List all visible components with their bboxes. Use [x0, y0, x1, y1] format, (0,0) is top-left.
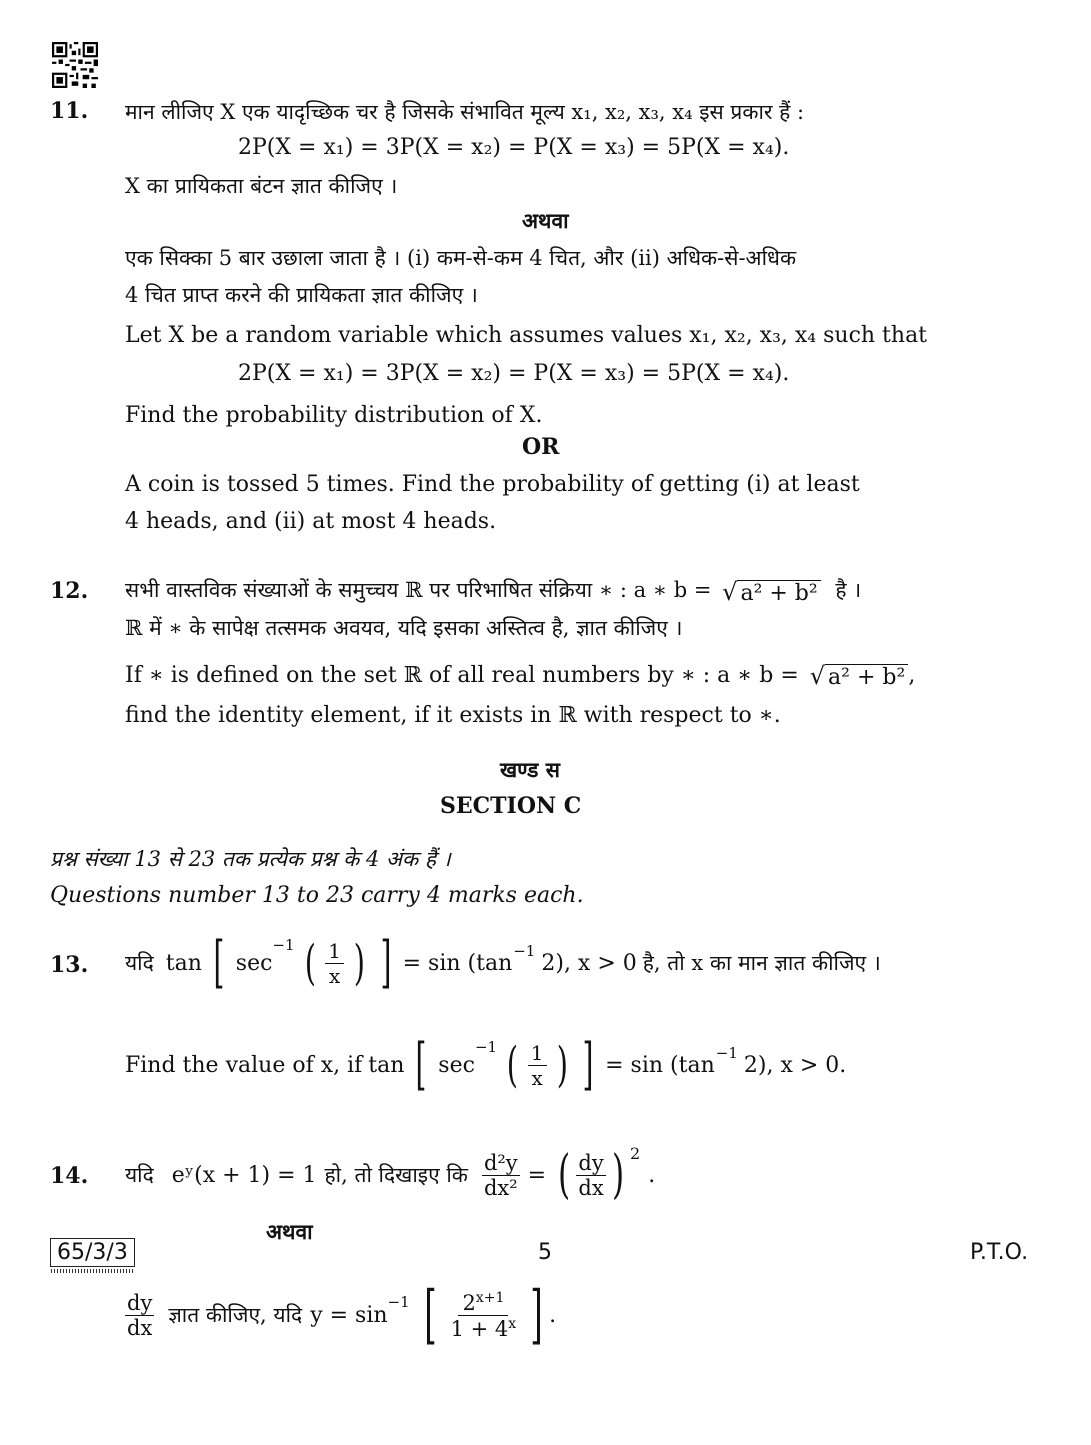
left-paren-icon: (: [506, 1037, 519, 1093]
right-bracket-icon: ]: [530, 1278, 543, 1352]
question-text-english-part: ,: [908, 663, 916, 688]
paper-code-text: 65/3/3: [57, 1240, 128, 1265]
question-text-english: 4 heads, and (ii) at most 4 heads.: [125, 509, 497, 534]
question-text-hindi-part: यदि: [125, 1163, 154, 1187]
question-text-english-part: If ∗ is defined on the set ℝ of all real numbers by ∗ : a ∗ b =: [125, 663, 799, 688]
section-note: Questions number 13 to 23 carry 4 marks each.: [50, 883, 584, 908]
question-text-hindi-part: है ।: [835, 578, 862, 602]
equals: =: [527, 1162, 547, 1188]
period: .: [549, 1302, 557, 1328]
fraction-denominator: x: [329, 963, 341, 988]
page-number: 5: [538, 1240, 552, 1265]
fraction-numerator: 1: [325, 939, 344, 964]
equation: 2P(X = x₁) = 3P(X = x₂) = P(X = x₃) = 5P(X = x₄).: [238, 361, 790, 386]
qr-code-icon: [52, 42, 98, 88]
fraction: [482, 1151, 520, 1200]
equation: eʸ(x + 1) = 1: [171, 1162, 317, 1188]
func-tan: tan: [165, 950, 202, 976]
right-paren-icon: ): [611, 1145, 624, 1205]
right-paren-icon: ): [353, 935, 366, 991]
question-text-hindi: मान लीजिए X एक यादृच्छिक चर है जिसके संभावित मूल्य x₁, x₂, x₃, x₄ इस प्रकार हैं :: [125, 100, 805, 124]
question-text-hindi: [125, 1140, 655, 1210]
question-text-english: find the identity element, if it exists in ℝ with respect to ∗.: [125, 703, 781, 728]
inverse-exponent: −1: [387, 1293, 410, 1311]
exponent: x+1: [475, 1289, 505, 1306]
period: .: [648, 1162, 656, 1188]
question-number: 12.: [50, 578, 89, 604]
or-label-hindi: अथवा: [522, 208, 569, 233]
inverse-exponent: −1: [715, 1044, 738, 1062]
left-bracket-icon: [: [213, 930, 225, 995]
fraction-numerator: dy: [127, 1290, 153, 1315]
or-label: OR: [522, 434, 560, 460]
func-tan: tan: [368, 1052, 405, 1078]
question-text-hindi: [125, 928, 881, 998]
func-sec: sec: [235, 950, 273, 976]
radicand: a² + b²: [825, 664, 908, 690]
question-text-hindi: X का प्रायिकता बंटन ज्ञात कीजिए ।: [125, 174, 398, 198]
question-text-english: Find the probability distribution of X.: [125, 403, 543, 428]
equation: y = sin: [310, 1302, 388, 1328]
period: .: [839, 1052, 847, 1078]
paper-code: [50, 1238, 135, 1267]
pto-label: P.T.O.: [970, 1240, 1029, 1265]
fraction-denominator: [451, 1316, 517, 1341]
question-number: 11.: [50, 98, 89, 124]
section-note-hindi: प्रश्न संख्या 13 से 23 तक प्रत्येक प्रश्न के 4 अंक हैं ।: [50, 847, 451, 871]
question-text-hindi-part: है, तो x का मान ज्ञात कीजिए ।: [642, 951, 881, 975]
question-text-hindi-part: यदि: [125, 951, 154, 975]
question-text-hindi: ℝ में ∗ के सापेक्ष तत्समक अवयव, यदि इसका अस्तित्व है, ज्ञात कीजिए ।: [125, 616, 683, 640]
func-sec: sec: [438, 1052, 475, 1078]
right-bracket-icon: ]: [380, 930, 392, 995]
question-number: 13.: [50, 952, 89, 978]
or-label-hindi: अथवा: [266, 1219, 313, 1244]
fraction-numerator: 1: [528, 1041, 547, 1066]
rhs-end: 2), x > 0: [541, 950, 637, 976]
section-title: SECTION C: [440, 793, 582, 819]
rhs: = sin (tan: [402, 950, 513, 976]
inverse-exponent: −1: [474, 1038, 498, 1056]
fraction: [528, 1041, 547, 1090]
fraction-numerator: dy: [578, 1150, 604, 1175]
rhs: = sin (tan: [605, 1052, 715, 1078]
question-text-hindi: [125, 576, 861, 606]
exponent: 2: [630, 1144, 641, 1163]
question-text-english-part: Find the value of x, if: [125, 1052, 363, 1078]
base: 1 + 4: [450, 1316, 509, 1341]
fraction-denominator: x: [531, 1065, 543, 1090]
fraction: [125, 1291, 154, 1340]
fraction-denominator: dx²: [483, 1175, 518, 1200]
question-text-english: [125, 662, 915, 690]
square-root: √ a² + b²: [722, 578, 821, 606]
left-bracket-icon: [: [423, 1278, 437, 1352]
right-paren-icon: ): [556, 1037, 568, 1093]
inverse-exponent: −1: [272, 936, 295, 954]
fraction-denominator: dx: [578, 1175, 604, 1200]
question-text-english: Let X be a random variable which assumes values x₁, x₂, x₃, x₄ such that: [125, 323, 928, 348]
inverse-exponent: −1: [513, 942, 536, 960]
left-paren-icon: (: [304, 935, 316, 991]
question-text-hindi: 4 चित प्राप्त करने की प्रायिकता ज्ञात कीजिए ।: [125, 283, 478, 307]
fraction: [451, 1290, 517, 1341]
base: 2: [462, 1290, 476, 1315]
question-text-hindi: एक सिक्का 5 बार उछाला जाता है । (i) कम-से-कम 4 चित, और (ii) अधिक-से-अधिक: [125, 246, 797, 270]
square-root: √ a² + b²: [810, 662, 909, 690]
fraction-numerator: [458, 1290, 508, 1316]
question-number: 14.: [50, 1163, 89, 1189]
fraction-denominator: dx: [127, 1315, 153, 1340]
barcode-strip: [51, 1269, 134, 1273]
rhs-end: 2), x > 0: [743, 1052, 840, 1078]
fraction-numerator: d²y: [483, 1150, 518, 1175]
equation: 2P(X = x₁) = 3P(X = x₂) = P(X = x₃) = 5P(X = x₄).: [238, 135, 790, 160]
exponent: x: [508, 1315, 517, 1332]
left-paren-icon: (: [558, 1145, 571, 1205]
question-text-hindi-part: ज्ञात कीजिए, यदि: [168, 1303, 303, 1327]
fraction: [576, 1151, 605, 1200]
right-bracket-icon: ]: [582, 1032, 594, 1097]
question-text-hindi: [125, 1275, 556, 1355]
question-text-hindi-part: हो, तो दिखाइए कि: [324, 1163, 468, 1187]
question-text-english: [125, 1030, 846, 1100]
section-title-hindi: खण्ड स: [500, 757, 560, 782]
question-text-hindi-part: सभी वास्तविक संख्याओं के समुच्चय ℝ पर परिभाषित संक्रिया ∗ : a ∗ b =: [125, 578, 712, 602]
question-text-english: A coin is tossed 5 times. Find the probability of getting (i) at least: [125, 472, 860, 497]
fraction: [325, 939, 344, 988]
left-bracket-icon: [: [415, 1032, 427, 1097]
radicand: a² + b²: [737, 580, 820, 606]
